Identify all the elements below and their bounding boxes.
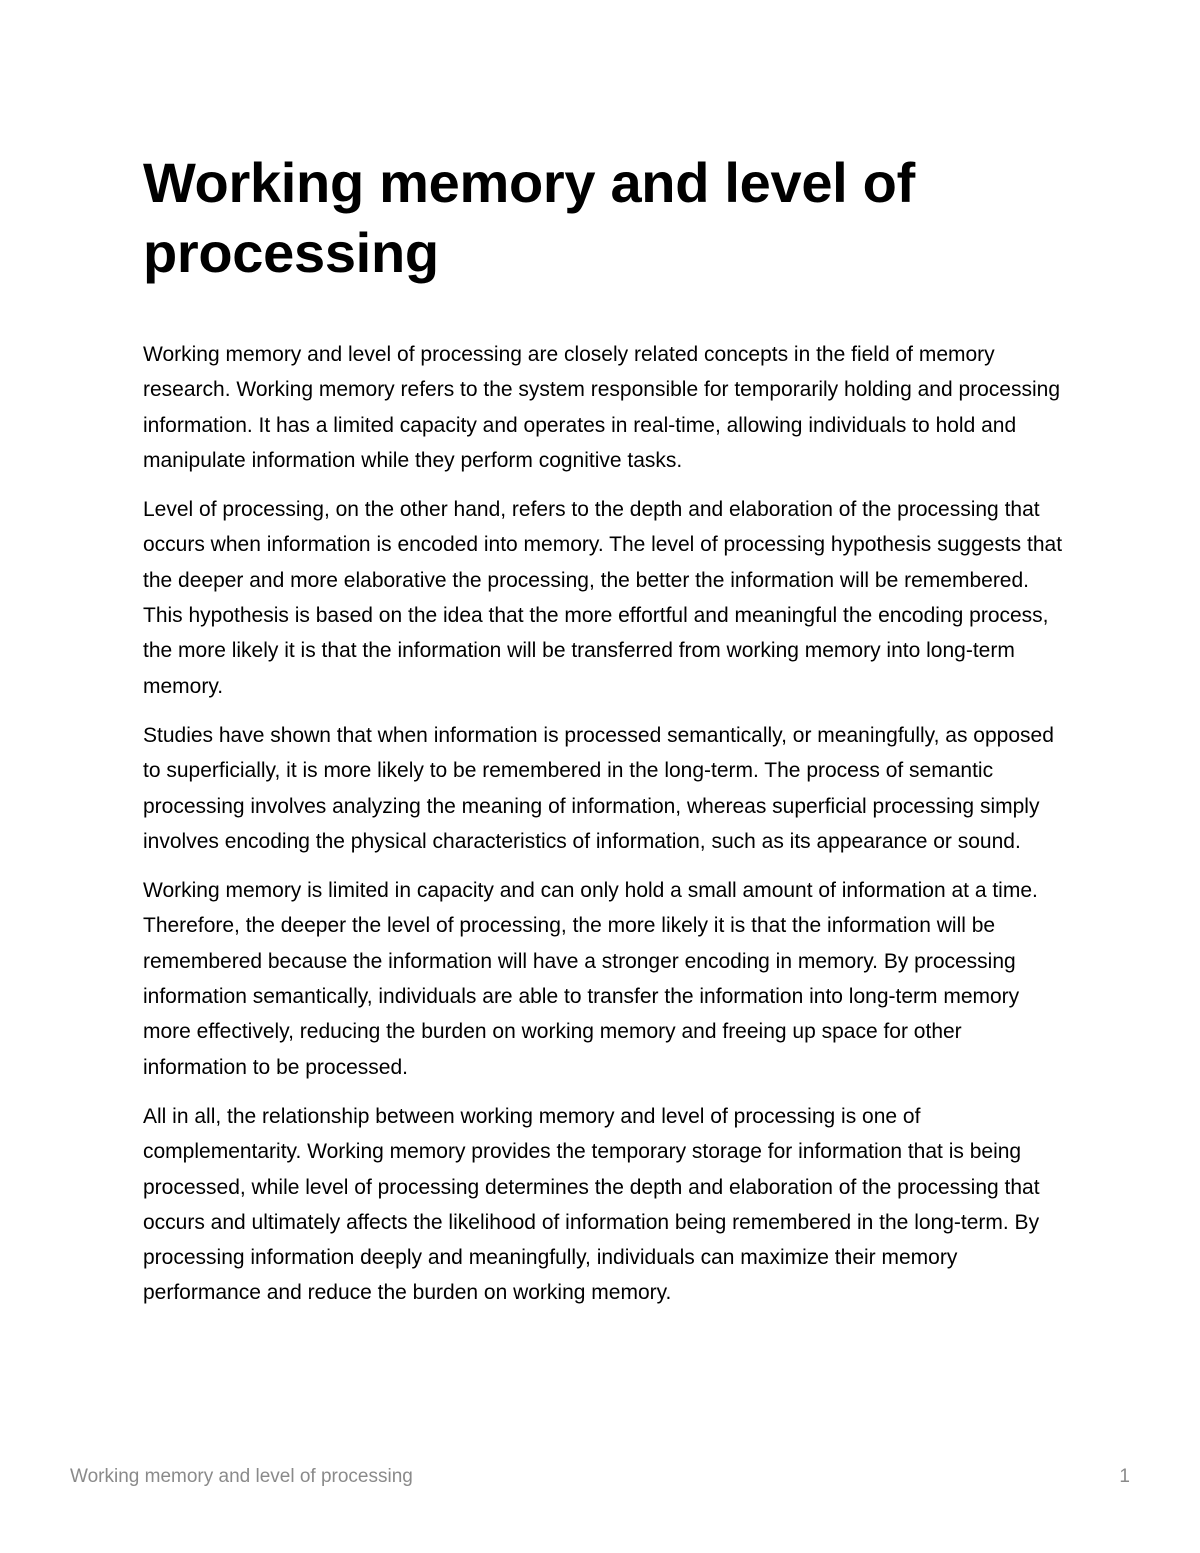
paragraph-2: Level of processing, on the other hand, refers to the depth and elaboration of the processing that occurs when information is encoded into memory. The level of processing hypothesis suggests that the deeper and more elaborative the processing, the better the information will be remembered. This hypothesis is based on the idea that the more effortful and meaningful the encoding process, the more likely it is that the information will be transferred from working memory into long-term memory.	[143, 498, 1063, 698]
page-number: 1	[1119, 1466, 1130, 1487]
page-footer	[70, 1464, 1130, 1490]
document-body	[143, 337, 1068, 1311]
paragraph-5: All in all, the relationship between working memory and level of processing is one of complementarity. Working memory provides the temporary storage for information that is being processed, while level of processing determines the depth and elaboration of the processing that occurs and ultimately affects the likelihood of information being remembered in the long-term. By processing information deeply and meaningfully, individuals can maximize their memory performance and reduce the burden on working memory.	[143, 1104, 1040, 1305]
footer-title: Working memory and level of processing	[70, 1466, 413, 1487]
paragraph-3: Studies have shown that when information is processed semantically, or meaningfully, as opposed to superficially, it is more likely to be remembered in the long-term. The process of semantic processing involves analyzing the meaning of information, whereas superficial processing simply involves encoding the physical characteristics of information, such as its appearance or sound.	[143, 723, 1054, 853]
paragraph-1: Working memory and level of processing are closely related concepts in the field of memory research. Working memory refers to the system responsible for temporarily holding and processing information. It has a limited capacity and operates in real-time, allowing individuals to hold and manipulate information while they perform cognitive tasks.	[143, 343, 1061, 472]
document-title: Working memory and level of processing	[143, 151, 915, 284]
paragraph-4: Working memory is limited in capacity and can only hold a small amount of information at a time. Therefore, the deeper the level of processing, the more likely it is that the information will be remembered because the information will have a stronger encoding in memory. By processing information semantically, individuals are able to transfer the information into long-term memory more effectively, reducing the burden on working memory and freeing up space for other information to be processed.	[143, 879, 1038, 1079]
document-content	[143, 148, 1068, 1325]
